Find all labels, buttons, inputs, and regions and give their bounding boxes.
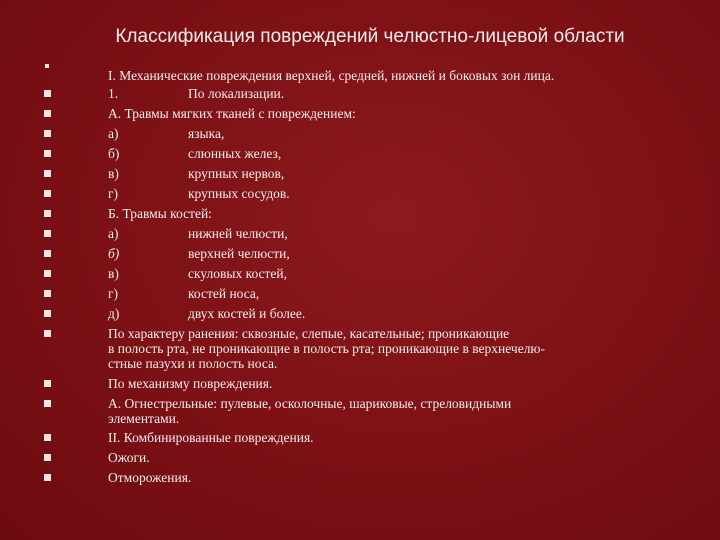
bullet-icon [44, 230, 51, 237]
item-text: языка, [188, 126, 225, 141]
list-item-text [108, 326, 668, 371]
bullet-icon [44, 250, 51, 257]
item-text: скуловых костей, [188, 266, 288, 281]
list-item-text: А. Травмы мягких тканей с повреждением: [108, 106, 356, 121]
item-label: а) [108, 126, 119, 141]
list-item-text [108, 186, 668, 202]
bullet-icon [44, 434, 51, 441]
bullet-icon [44, 330, 51, 337]
bullet-icon [44, 454, 51, 461]
item-label: г) [108, 286, 119, 301]
item-line: в полость рта, не проникающие в полость рта; проникающие в верхнечелю- [108, 341, 546, 356]
item-line: По характеру ранения: сквозные, слепые, касательные; проникающие [108, 326, 510, 341]
item-text: верхней челюсти, [188, 246, 290, 261]
bullet-icon [44, 170, 51, 177]
item-line: А. Огнестрельные: пулевые, осколочные, шариковые, стреловидными [108, 396, 512, 411]
item-label: 1. [108, 86, 119, 101]
list-item-text [108, 246, 668, 262]
bullet-icon [44, 130, 51, 137]
bullet-icon [44, 270, 51, 277]
item-text: крупных сосудов. [188, 186, 290, 201]
list-item-text: Отморожения. [108, 470, 192, 485]
bullet-icon [44, 90, 51, 97]
list-item-text: II. Комбинированные повреждения. [108, 430, 314, 445]
item-line: элементами. [108, 411, 180, 426]
item-label: б) [108, 246, 120, 261]
list-item-text: По механизму повреждения. [108, 376, 273, 391]
list-item-text [108, 396, 668, 426]
list-item-text: Ожоги. [108, 450, 150, 465]
list-item-text: Б. Травмы костей: [108, 206, 212, 221]
list-item-text [108, 286, 668, 302]
item-text: двух костей и более. [188, 306, 306, 321]
item-label: а) [108, 226, 119, 241]
item-text: слюнных желез, [188, 146, 282, 161]
item-text: По локализации. [188, 86, 285, 101]
item-text: нижней челюсти, [188, 226, 288, 241]
item-label: г) [108, 186, 119, 201]
bullet-icon [44, 210, 51, 217]
list-item-text [108, 266, 668, 282]
list-item-text [108, 146, 668, 162]
list-item-text [108, 306, 668, 322]
bullet-icon [44, 290, 51, 297]
bullet-icon [44, 400, 51, 407]
list-item-text [108, 86, 668, 102]
bullet-icon [44, 150, 51, 157]
bullet-icon [44, 474, 51, 481]
item-text: крупных нервов, [188, 166, 285, 181]
item-line: стные пазухи и полость носа. [108, 356, 278, 371]
slide-title: Классификация повреждений челюстно-лицевой области [115, 26, 625, 47]
item-label: в) [108, 266, 119, 281]
list-item-text [108, 226, 668, 242]
bullet-icon [44, 380, 51, 387]
list-item-text [108, 126, 668, 142]
item-label: в) [108, 166, 119, 181]
bullet-icon [44, 190, 51, 197]
item-label: д) [108, 306, 120, 321]
list-item-text: I. Механические повреждения верхней, средней, нижней и боковых зон лица. [108, 68, 555, 83]
item-text: костей носа, [188, 286, 260, 301]
bullet-list [0, 64, 720, 484]
bullet-icon [45, 64, 49, 68]
bullet-icon [44, 110, 51, 117]
item-label: б) [108, 146, 120, 161]
bullet-icon [44, 310, 51, 317]
list-item-text [108, 166, 668, 182]
